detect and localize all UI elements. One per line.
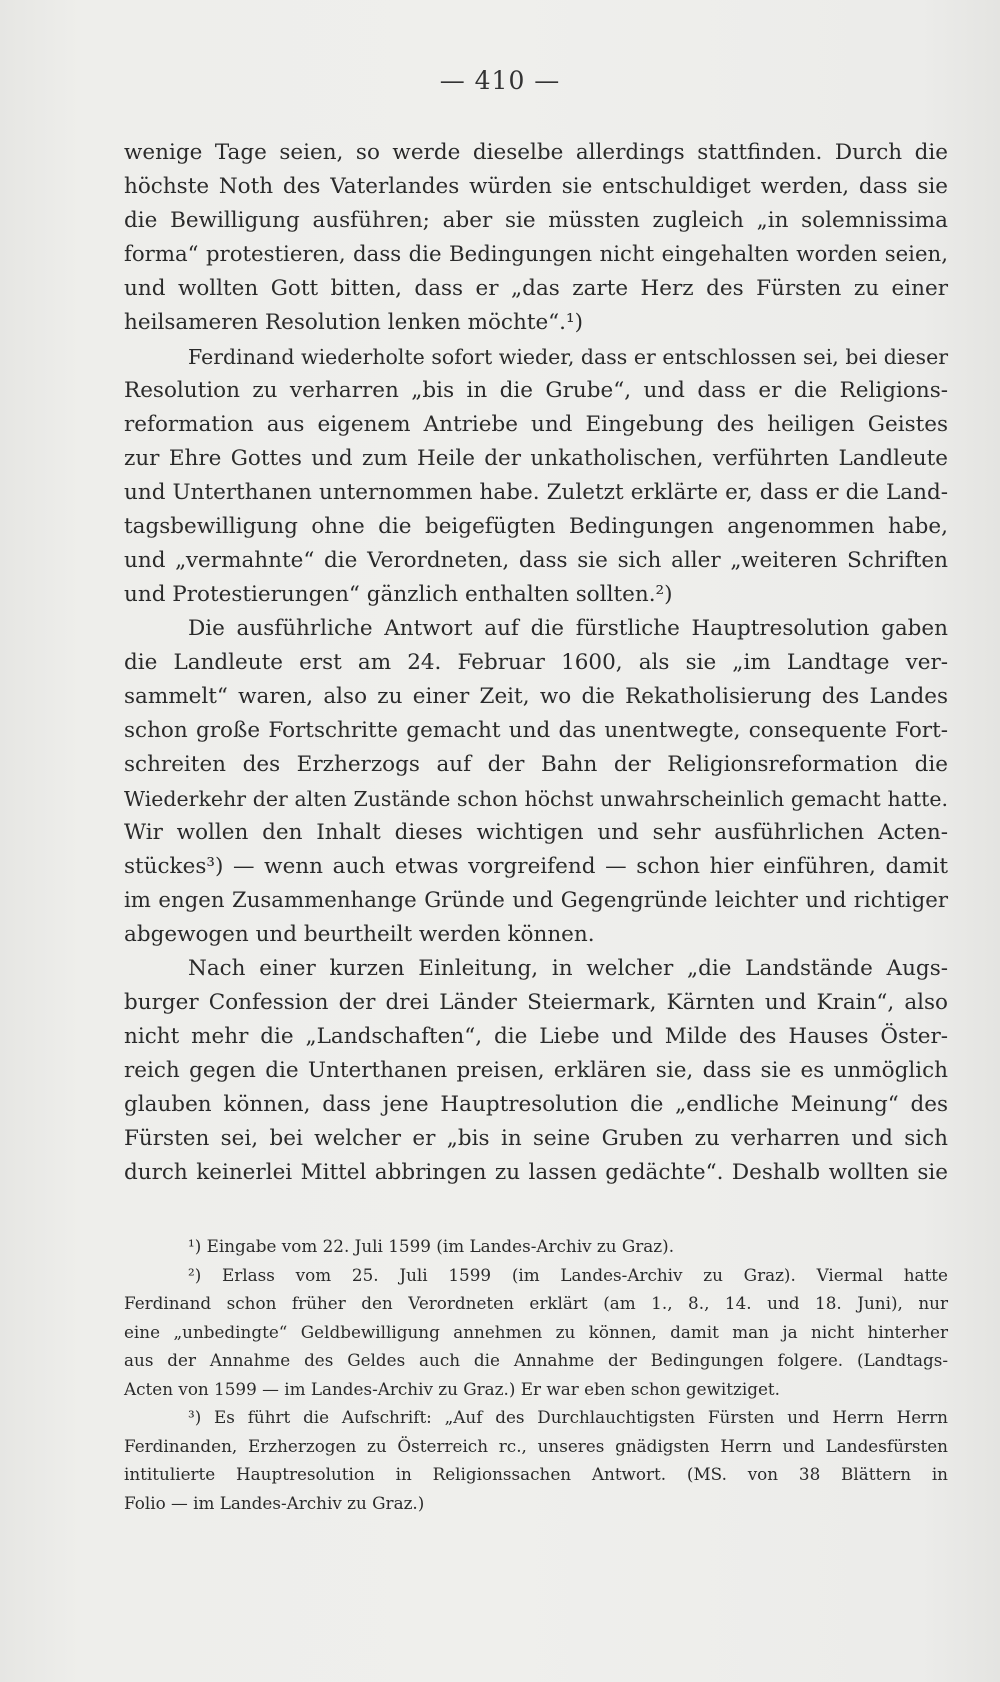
footnote-line: aus der Annahme des Geldes auch die Annahme der Bedingungen folgere. (Landtags- — [124, 1350, 948, 1370]
page-number: — 410 — — [439, 66, 561, 95]
text-line: Wiederkehr der alten Zustände schon höchst unwahrscheinlich gemacht hatte. — [124, 787, 948, 811]
text-line: schon große Fortschritte gemacht und das unentwegte, consequente Fort- — [124, 718, 948, 743]
text-line: Wir wollen den Inhalt dieses wichtigen und sehr ausführlichen Acten- — [124, 820, 948, 845]
text-line: Resolution zu verharren „bis in die Grube“, und dass er die Religions- — [124, 378, 948, 403]
text-line: tagsbewilligung ohne die beigefügten Bedingungen angenommen habe, — [124, 514, 948, 539]
text-line: forma“ protestieren, dass die Bedingungen nicht eingehalten worden seien, — [124, 242, 948, 267]
footnotes — [124, 1232, 948, 1517]
text-line: und Unterthanen unternommen habe. Zuletzt erklärte er, dass er die Land- — [124, 480, 948, 505]
text-line: durch keinerlei Mittel abbringen zu lassen gedächte“. Deshalb wollten sie — [124, 1160, 948, 1185]
text-line: glauben können, dass jene Hauptresolution die „endliche Meinung“ des — [124, 1092, 948, 1117]
text-line: im engen Zusammenhange Gründe und Gegengründe leichter und richtiger — [124, 888, 948, 913]
footnote-line: eine „unbedingte“ Geldbewilligung annehmen zu können, damit man ja nicht hinterher — [124, 1321, 948, 1342]
text-line: abgewogen und beurtheilt werden können. — [124, 922, 595, 947]
text-line: schreiten des Erzherzogs auf der Bahn der Religionsreformation die — [124, 752, 948, 777]
text-line: wenige Tage seien, so werde dieselbe allerdings stattfinden. Durch die — [124, 140, 948, 165]
footnote-line: intitulierte Hauptresolution in Religionssachen Antwort. (MS. von 38 Blättern in — [124, 1464, 948, 1484]
text-line: heilsameren Resolution lenken möchte“.¹) — [124, 310, 584, 335]
text-line: nicht mehr die „Landschaften“, die Liebe und Milde des Hauses Öster- — [124, 1024, 948, 1049]
text-line: Ferdinand wiederholte sofort wieder, dass er entschlossen sei, bei dieser — [188, 345, 948, 369]
text-line: und „vermahnte“ die Verordneten, dass sie sich aller „weiteren Schriften — [124, 548, 948, 573]
text-line: stückes³) — wenn auch etwas vorgreifend — schon hier einführen, damit — [124, 854, 948, 879]
footnote-line: Acten von 1599 — im Landes-Archiv zu Graz.) Er war eben schon gewitziget. — [124, 1378, 780, 1399]
text-line: Nach einer kurzen Einleitung, in welcher „die Landstände Augs- — [188, 956, 948, 981]
text-line: höchste Noth des Vaterlandes würden sie entschuldiget werden, dass sie — [124, 174, 948, 199]
body-text — [124, 136, 948, 1190]
footnote-line: ²) Erlass vom 25. Juli 1599 (im Landes-Archiv zu Graz). Viermal hatte — [188, 1264, 948, 1285]
footnote-line: Ferdinand schon früher den Verordneten erklärt (am 1., 8., 14. und 18. Juni), nur — [124, 1293, 948, 1313]
text-line: die Landleute erst am 24. Februar 1600, als sie „im Landtage ver- — [124, 650, 948, 675]
text-line: burger Confession der drei Länder Steiermark, Kärnten und Krain“, also — [124, 990, 948, 1015]
footnote-line: Ferdinanden, Erzherzogen zu Österreich rc., unseres gnädigsten Herrn und Landesfürsten — [124, 1435, 948, 1456]
text-line: Fürsten sei, bei welcher er „bis in seine Gruben zu verharren und sich — [124, 1126, 948, 1151]
footnote-line: ³) Es führt die Aufschrift: „Auf des Durchlauchtigsten Fürsten und Herrn Herrn — [188, 1407, 948, 1427]
text-line: und wollten Gott bitten, dass er „das zarte Herz des Fürsten zu einer — [124, 276, 948, 301]
text-line: zur Ehre Gottes und zum Heile der unkatholischen, verführten Landleute — [124, 446, 948, 471]
footnote-line: Folio — im Landes-Archiv zu Graz.) — [124, 1492, 425, 1513]
text-line: reich gegen die Unterthanen preisen, erklären sie, dass sie es unmöglich — [124, 1058, 948, 1083]
text-line: reformation aus eigenem Antriebe und Eingebung des heiligen Geistes — [124, 412, 948, 437]
text-line: Die ausführliche Antwort auf die fürstliche Hauptresolution gaben — [188, 616, 948, 641]
text-line: sammelt“ waren, also zu einer Zeit, wo die Rekatholisierung des Landes — [124, 684, 948, 709]
text-line: die Bewilligung ausführen; aber sie müssten zugleich „in solemnissima — [124, 208, 948, 233]
footnote-line: ¹) Eingabe vom 22. Juli 1599 (im Landes-Archiv zu Graz). — [188, 1236, 675, 1256]
text-line: und Protestierungen“ gänzlich enthalten sollten.²) — [124, 582, 673, 607]
